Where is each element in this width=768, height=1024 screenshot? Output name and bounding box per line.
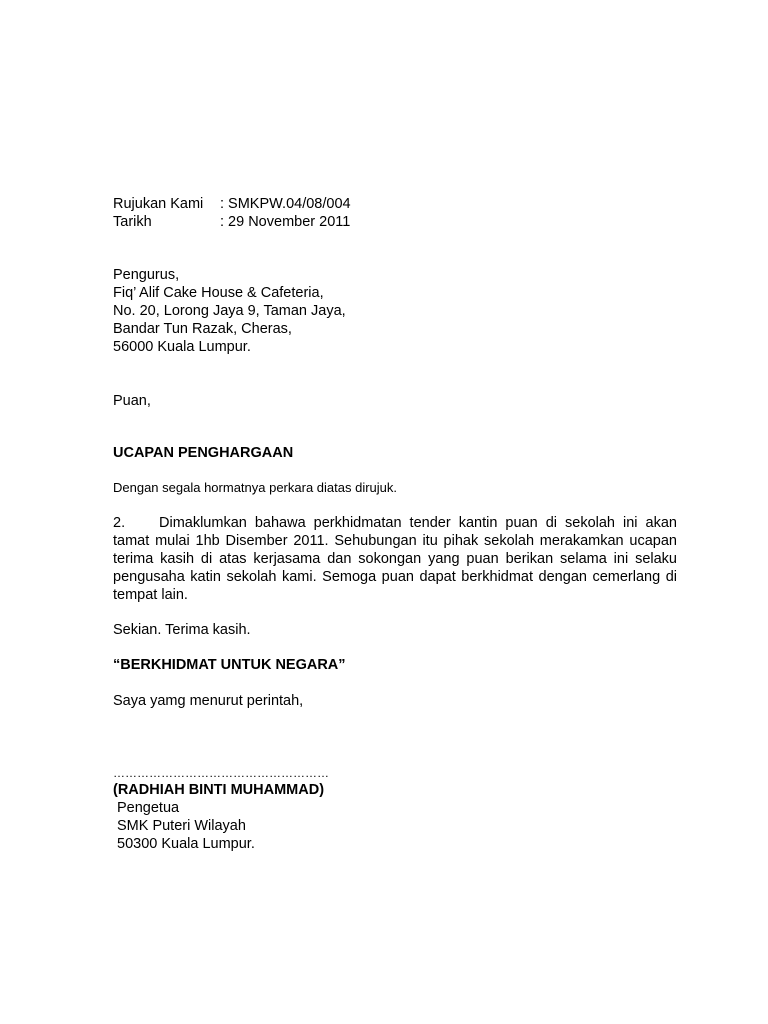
paragraph-text: Dimaklumkan bahawa perkhidmatan tender kantin puan di sekolah ini akan tamat mulai 1hb Disember 2011. Sehubungan itu pihak sekolah merakamkan ucapan terima kasih di atas kerjasama dan sokongan yang puan berikan selama ini selaku pengusaha katin sekolah kami. Semoga puan dapat berkhidmat dengan cemerlang di tempat lain.	[113, 515, 677, 603]
date-label: Tarikh	[113, 214, 152, 230]
signatory-name: (RADHIAH BINTI MUHAMMAD)	[113, 782, 325, 798]
salutation: Puan,	[113, 393, 151, 409]
opening-line: Dengan segala hormatnya perkara diatas dirujuk.	[113, 480, 398, 495]
recipient-line: 56000 Kuala Lumpur.	[113, 339, 251, 355]
signature-dots: ………………………………………………	[113, 766, 329, 780]
motto: “BERKHIDMAT UNTUK NEGARA”	[113, 657, 346, 673]
recipient-line: Pengurus,	[113, 267, 180, 283]
paragraph-2	[113, 514, 677, 604]
reference-label: Rujukan Kami	[113, 196, 204, 212]
signatory-school: SMK Puteri Wilayah	[117, 818, 246, 834]
subject-heading: UCAPAN PENGHARGAAN	[113, 445, 294, 461]
signatory-title: Pengetua	[117, 800, 180, 816]
reference-value: : SMKPW.04/08/004	[220, 196, 351, 212]
closing-line: Sekian. Terima kasih.	[113, 622, 251, 638]
signatory-address: 50300 Kuala Lumpur.	[117, 836, 255, 852]
recipient-line: Bandar Tun Razak, Cheras,	[113, 321, 292, 337]
date-value: : 29 November 2011	[220, 214, 351, 230]
recipient-line: Fiq’ Alif Cake House & Cafeteria,	[113, 285, 324, 301]
recipient-line: No. 20, Lorong Jaya 9, Taman Jaya,	[113, 303, 346, 319]
paragraph-number: 2.	[113, 515, 126, 531]
sign-off: Saya yamg menurut perintah,	[113, 693, 304, 709]
